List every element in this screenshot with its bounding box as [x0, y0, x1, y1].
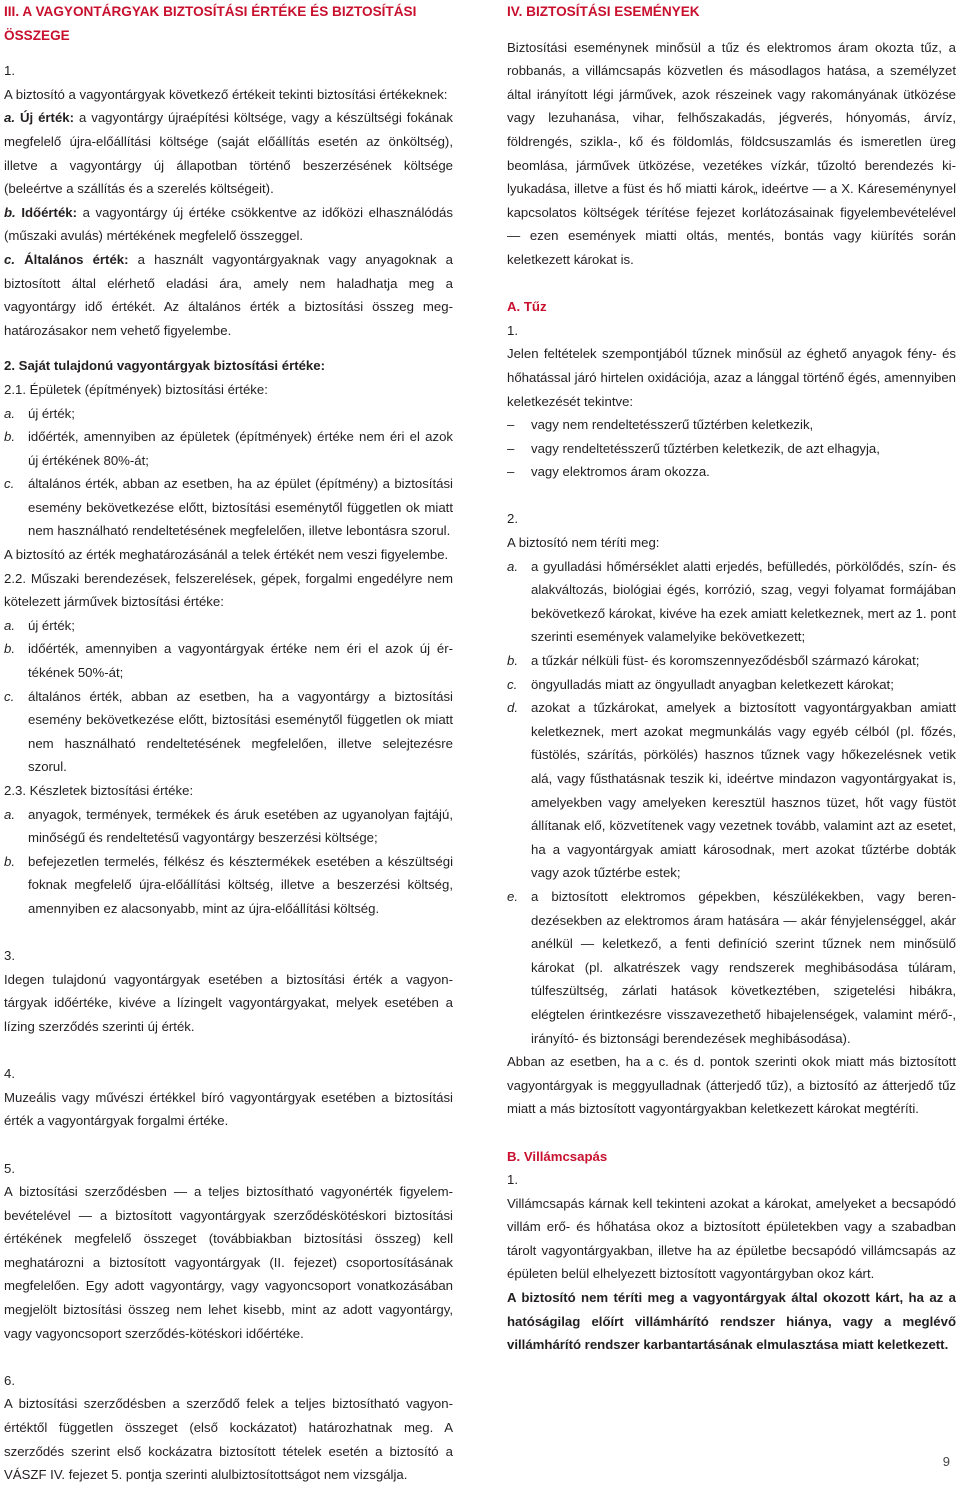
item-title: Általános érték:: [24, 251, 129, 267]
fire-condition-list: [507, 413, 956, 484]
point-number: 3.: [4, 948, 15, 964]
list-item: [4, 614, 453, 638]
item-label: c.: [4, 251, 15, 267]
point-number: 1.: [507, 1172, 518, 1188]
point-number: 1.: [507, 322, 518, 338]
building-value-list: [4, 402, 453, 544]
dash-list-item: [507, 437, 956, 461]
dash-mark: –: [507, 417, 515, 433]
dash-list-item: [507, 460, 956, 484]
item-text: új érték;: [28, 405, 75, 421]
point-number: 4.: [4, 1066, 15, 1082]
equipment-value-list: [4, 614, 453, 779]
value-definition-item: [4, 201, 453, 248]
item-text: a használt vagyontárgyaknak vagy anyagoknak a biztosított által elérhető eladási ára, amely nem haladhatja meg a vagyontárgy idő értékét. Az általános érték a biztosítási összeg meghatározásakor nem vehető figyelembe.: [4, 251, 453, 338]
section-heading-iv: IV. BIZTOSÍTÁSI ESEMÉNYEK: [507, 4, 700, 19]
item-text: általános érték, abban az esetben, ha az épület (építmény) a biztosítási esemény bekövetkezése előtt, biztosítási eseménytől független ok miatt nem használható rendeltetésének megfelelően, illetve lebontásra szorul.: [28, 476, 453, 539]
item-title: Új érték:: [19, 110, 75, 126]
list-item: [4, 637, 453, 684]
item-text: a vagyontárgy új értéke csökkentve az időközi elhasználódás (műszaki avulás) mértékének megfelelő összeggel.: [4, 204, 453, 244]
item-text: befejezetlen termelés, félkész és késztermékek esetében a készültségi foknak megfelelő újra-előállítási költség, illetve a beszerzési költség, amennyiben ez alacsonyabb, mint az újra-előállítási költség.: [28, 853, 453, 916]
list-item: [4, 425, 453, 472]
item-label: c.: [507, 676, 518, 692]
item-text: a tűzkár nélküli füst- és koromszennyeződésből származó károkat;: [531, 653, 920, 669]
value-definition-item: [4, 248, 453, 342]
point-number: 2.: [507, 511, 518, 527]
item-label: b.: [4, 641, 15, 657]
dash-mark: –: [507, 440, 515, 456]
page-number: 9: [942, 1454, 950, 1470]
subsection-title: 2. Saját tulajdonú vagyontárgyak biztosítási értéke:: [4, 358, 325, 374]
section-heading-iii: III. A VAGYONTÁRGYAK BIZTOSÍTÁSI ÉRTÉKE ÉS BIZTOSÍTÁSI ÖSSZEGE: [4, 4, 417, 43]
paragraph: Biztosítási eseménynek minősül a tűz és elektromos áram okozta tűz, a robbanás, a villámcsapás közvetlen és másodlagos hatása, a személyzet által irányított légi járművek, azok részeinek vagy rakományának ütközése vagy lezuhanása, vihar, felhőszakadás, jégverés, hónyomás, árvíz, földrengés, szikla-, kő és földomlás, földcsuszamlás és ismeretlen üreg beomlása, járművek ütközése, vezetékes vízkár, tűzoltó berendezés kilyukadása, illetve a füst és hő miatti károk„ ideértve — a X. Káreseménynyel kapcsolatos költségek térítése fejezet korlátozásainak figyelembevételével — ezen események miatti oltás, mentés, bontás vagy kiürítés során keletkezett károkat is.: [507, 39, 956, 267]
left-column: [4, 0, 453, 1487]
item-label: a.: [507, 558, 518, 574]
dash-mark: –: [507, 464, 515, 480]
subsection-title: 2.1. Épületek (építmények) biztosítási értéke:: [4, 381, 268, 397]
subsection-title: 2.2. Műszaki berendezések, felszerelések, gépek, forgalmi engedélyre nem kötelezett járművek biztosítási értéke:: [4, 570, 453, 610]
item-text: vagy nem rendeltetésszerű tűztérben keletkezik,: [531, 417, 814, 433]
item-label: b.: [507, 653, 518, 669]
list-item: [507, 555, 956, 649]
paragraph: Jelen feltételek szempontjából tűznek minősül az éghető anyagok fény- és hőhatással járó hirtelen oxidációja, azaz a lánggal történő égés, amennyiben keletkezését tekintve:: [507, 346, 956, 409]
item-label: d.: [507, 700, 518, 716]
value-definition-item: [4, 106, 453, 200]
subsection-title: 2.3. Készletek biztosítási értéke:: [4, 783, 194, 798]
item-text: vagy elektromos áram okozza.: [531, 464, 710, 480]
paragraph: Abban az esetben, ha a c. és d. pontok szerinti okok miatt más biztosított vagyontárgyak is meggyulladnak (átterjedő tűz), a biztosító az átterjedő tűz miatt a más biztosított vagyontárgyakban keletkezett károkat megtéríti.: [507, 1054, 956, 1117]
paragraph: Idegen tulajdonú vagyontárgyak esetében a biztosítási érték a vagyontárgyak időértéke, kivéve a lízingelt vagyontárgyakat, melyek esetében a lízing szerződés szerinti új érték.: [4, 971, 453, 1034]
point-number: 5.: [4, 1160, 15, 1176]
list-item: [507, 673, 956, 697]
item-label: c.: [4, 688, 15, 704]
item-text: a gyulladási hőmérséklet alatti erjedés, befülledés, pörkölődés, szín- és alakváltozás, biológiai égés, korrózió, szag, vegyi folyamat formájában bekövetkező károkat, kivéve ha ezek amiatt keletkeznek, mert az 1. pont szerinti események valamelyike bekövetkezett;: [531, 558, 956, 645]
item-text: időérték, amennyiben a vagyontárgyak értéke nem éri el azok új értékének 50%-át;: [28, 641, 453, 681]
paragraph-bold: A biztosító nem téríti meg a vagyontárgyak által okozott kárt, ha az a hatóságilag előírt villámhárító rendszer hiánya, vagy a meglévő villámhárító rendszer karbantartásának elmulasztása miatt keletkezett.: [507, 1290, 956, 1353]
item-text: azokat a tűzkárokat, amelyek a biztosított vagyontárgyakban amiatt keletkeznek, mert azokat megmunkálás vagy egyéb célból (pl. főzés, füstölés, szárítás, pörkölés) hasznos tűznek vagy hőkezelésnek vetik alá, vagy fűsthatásnak teszik ki, ideértve mindazon vagyontárgyakat is, amelyekben vagy amelyeken keresztül hasznos tüzet, hőt vagy füstöt állítanak elő, közvetítenek vagy vezetnek tovább, valamint azt az esetet, ha a vagyontárgyak amiatt károsodnak, mert azokat tűztérbe dobták vagy azok tűztérbe estek;: [531, 700, 956, 881]
item-text: időérték, amennyiben az épületek (építmények) értéke nem éri el azok új értékének 80%-át;: [28, 429, 453, 468]
paragraph: A biztosítási szerződésben a szerződő felek a teljes biztosítható vagyonértéktől független összeget (első kockázatot) határozhatnak meg. A szerződés szerint első kockázatra biztosított tételek esetén a biztosító a VÁSZF IV. fejezet 5. pontja szerinti alulbiztosítottságot nem vizsgálja.: [4, 1396, 453, 1483]
list-item: [4, 685, 453, 779]
subsection-heading-fire: A. Tűz: [507, 299, 547, 315]
list-item: [507, 649, 956, 673]
list-item: [507, 696, 956, 885]
item-label: b.: [4, 853, 15, 869]
paragraph: A biztosító az érték meghatározásánál a telek értékét nem veszi figyelembe.: [4, 547, 449, 563]
item-label: a.: [4, 806, 15, 822]
list-item: [4, 803, 453, 850]
exclusion-list: [507, 555, 956, 1050]
list-item: [507, 885, 956, 1050]
list-item: [4, 472, 453, 543]
item-text: öngyulladás miatt az öngyulladt anyagban keletkezett károkat;: [531, 676, 894, 692]
paragraph: A biztosító a vagyontárgyak következő értékeit tekinti biztosítási értékeknek:: [4, 86, 448, 102]
item-text: a vagyontárgy újraépítési költsége, vagy a készültségi fokának megfelelő újra-előállítási költsége (saját előállítás esetén az önköltség), illetve a vagyontárgy új állapotban történő beszerzésének költsége (beleértve a szállítás és a szerelés költségeit).: [4, 110, 453, 197]
item-label: a.: [4, 617, 15, 633]
list-item: [4, 850, 453, 921]
item-label: e.: [507, 888, 518, 904]
point-number: 1.: [4, 63, 15, 79]
item-text: új érték;: [28, 617, 75, 633]
item-text: vagy rendeltetésszerű tűztérben keletkezik, de azt elhagyja,: [531, 440, 880, 456]
dash-list-item: [507, 413, 956, 437]
item-label: a.: [4, 405, 15, 421]
item-label: a.: [4, 110, 15, 126]
paragraph: Villámcsapás kárnak kell tekinteni azokat a károkat, amelyeket a becsapódó villám erő- és hőhatása okoz a biztosított épületekben vagy a szabadban tárolt vagyontárgyakban, illetve ha az épületbe becsapódó villámcsapás az épületen belül elhelyezett biztosított vagyontárgyban okoz kárt.: [507, 1195, 956, 1282]
paragraph: A biztosítási szerződésben — a teljes biztosítható vagyonérték figyelembevételével — a biztosított vagyontárgyak szerződéskötéskori biztosítási értékének megfelelő összeget (továbbiakban biztosítási összeg) kell meghatározni a biztosított vagyontárgyak (II. fejezet) csoportosításának megfelelően. Egy adott vagyontárgy, vagy vagyoncsoport vonatkozásában megjelölt biztosítási összeg nem lehet kisebb, mint az adott vagyontárgy, vagy vagyoncsoport szerződés-kötéskori időértéke.: [4, 1184, 453, 1341]
item-title: Időérték:: [21, 204, 78, 220]
item-label: c.: [4, 476, 15, 492]
item-label: b.: [4, 204, 16, 220]
item-text: anyagok, termények, termékek és áruk esetében az ugyanolyan fajtájú, minőségű és rendeltetésű vagyontárgy beszerzési költsége;: [28, 806, 453, 846]
item-text: általános érték, abban az esetben, ha a vagyontárgy a biztosítási esemény bekövetkezése előtt, biztosítási eseménytől független ok miatt nem használható rendeltetésének megfelelően, illetve selejtezésre szorul.: [28, 688, 453, 775]
item-text: a biztosított elektromos gépekben, készülékekben, vagy berendezésekben az elektromos áram hatására — akár fényjelenséggel, akár anélkül — keletkező, a fenti definíció szerint tűznek nem minősülő károkat (pl. alkatrészek vagy rendszerek meghibásodása túláram, túlfeszültség, zárlati hatások következtében, szigetelési hibákra, elégtelen érintkezésre visszavezethető hibajelenségek, valamint mérő-, irányító- és biztonsági berendezések meghibásodása).: [531, 888, 956, 1046]
paragraph: A biztosító nem téríti meg:: [507, 535, 660, 551]
item-label: b.: [4, 429, 15, 445]
right-column: [507, 0, 956, 1357]
value-definition-list: [4, 106, 453, 342]
point-number: 6.: [4, 1372, 15, 1388]
list-item: [4, 402, 453, 426]
subsection-heading-lightning: B. Villámcsapás: [507, 1148, 608, 1164]
inventory-value-list: [4, 803, 453, 921]
paragraph: Muzeális vagy művészi értékkel bíró vagyontárgyak esetében a biztosítási érték a vagyontárgyak forgalmi értéke.: [4, 1089, 453, 1129]
